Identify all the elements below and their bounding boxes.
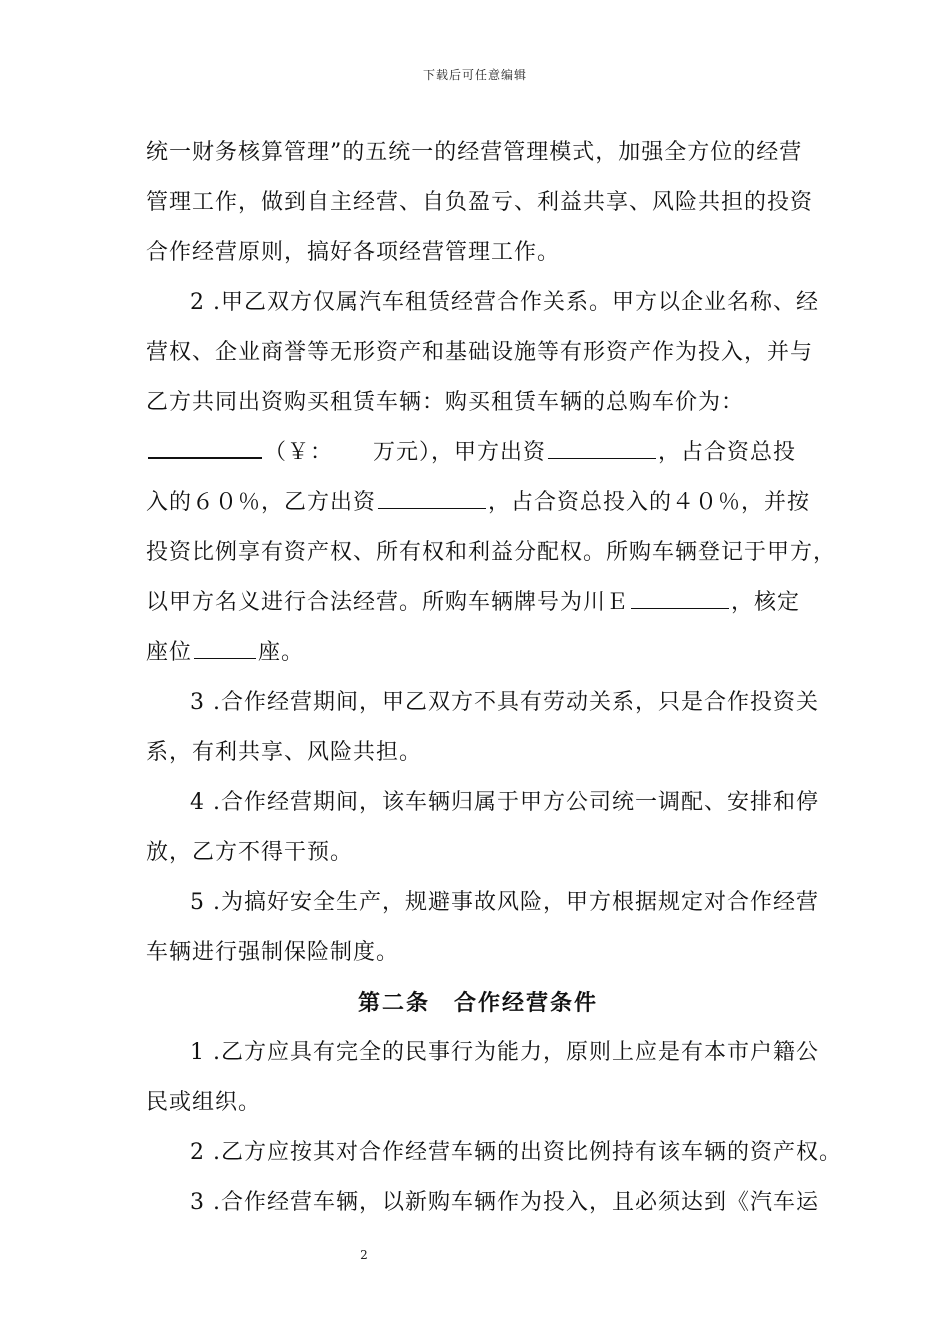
party-a-contribution-blank[interactable] (548, 436, 656, 459)
paragraph-line: 车辆进行强制保险制度。 (146, 940, 400, 965)
paragraph-line: 2 .乙方应按其对合作经营车辆的出资比例持有该车辆的资产权。 (190, 1140, 842, 1165)
seat-count-blank[interactable] (194, 636, 256, 659)
paragraph-line (146, 428, 810, 478)
paragraph-line: 民或组织。 (146, 1090, 262, 1115)
text-span: 入的６０％，乙方出资 (146, 490, 377, 515)
paragraph-line: 2 .甲乙双方仅属汽车租赁经营合作关系。甲方以企业名称、经 (190, 290, 819, 315)
total-price-blank[interactable] (148, 435, 262, 459)
paragraph-line: 系，有利共享、风险共担。 (146, 740, 423, 765)
paragraph-line (146, 628, 810, 678)
text-span: ，占合资总投入的４０％，并按 (488, 490, 811, 515)
paragraph-line: 3 .合作经营期间，甲乙双方不具有劳动关系，只是合作投资关 (190, 690, 819, 715)
section-title: 第二条 合作经营条件 (357, 990, 598, 1016)
paragraph-line (146, 128, 810, 178)
paragraph-line: 1 .乙方应具有完全的民事行为能力，原则上应是有本市户籍公 (190, 1040, 819, 1065)
paragraph-line: 乙方共同出资购买租赁车辆：购买租赁车辆的总购车价为： (146, 390, 745, 415)
party-b-contribution-blank[interactable] (378, 486, 486, 509)
paragraph-line: 5 .为搞好安全生产，规避事故风险，甲方根据规定对合作经营 (190, 890, 819, 915)
text-span: （￥： (264, 440, 334, 465)
paragraph-line: 放，乙方不得干预。 (146, 840, 354, 865)
paragraph-line: 3 .合作经营车辆，以新购车辆作为投入，且必须达到《汽车运 (190, 1190, 819, 1215)
paragraph-line (146, 578, 810, 628)
document-body (146, 128, 842, 1228)
paragraph-line: 管理工作，做到自主经营、自负盈亏、利益共享、风险共担的投资 (146, 190, 814, 215)
text-span: 万元），甲方出资 (373, 440, 547, 465)
text-span: 座位 (146, 640, 193, 665)
paragraph-line: 合作经营原则，搞好各项经营管理工作。 (146, 240, 561, 265)
plate-number-blank[interactable] (631, 586, 729, 609)
paragraph-line: 投资比例享有资产权、所有权和利益分配权。所购车辆登记于甲方， (146, 540, 837, 565)
text-span: ，核定 (731, 590, 801, 615)
paragraph-line: 4 .合作经营期间，该车辆归属于甲方公司统一调配、安排和停 (190, 790, 819, 815)
text-span: 以甲方名义进行合法经营。所购车辆牌号为川Ｅ (146, 590, 630, 615)
text-span: ，占合资总投 (658, 440, 797, 465)
page-header-note: 下载后可任意编辑 (422, 68, 527, 82)
text-span: 座。 (258, 640, 305, 665)
paragraph-line (146, 478, 810, 528)
text-span: 营 (779, 140, 803, 165)
page-number: 2 (360, 1248, 368, 1262)
text-span: 统一财务核算管理”的五统一的经营管理模式，加强全方位的经 (146, 140, 780, 165)
paragraph-line: 营权、企业商誉等无形资产和基础设施等有形资产作为投入，并与 (146, 340, 814, 365)
